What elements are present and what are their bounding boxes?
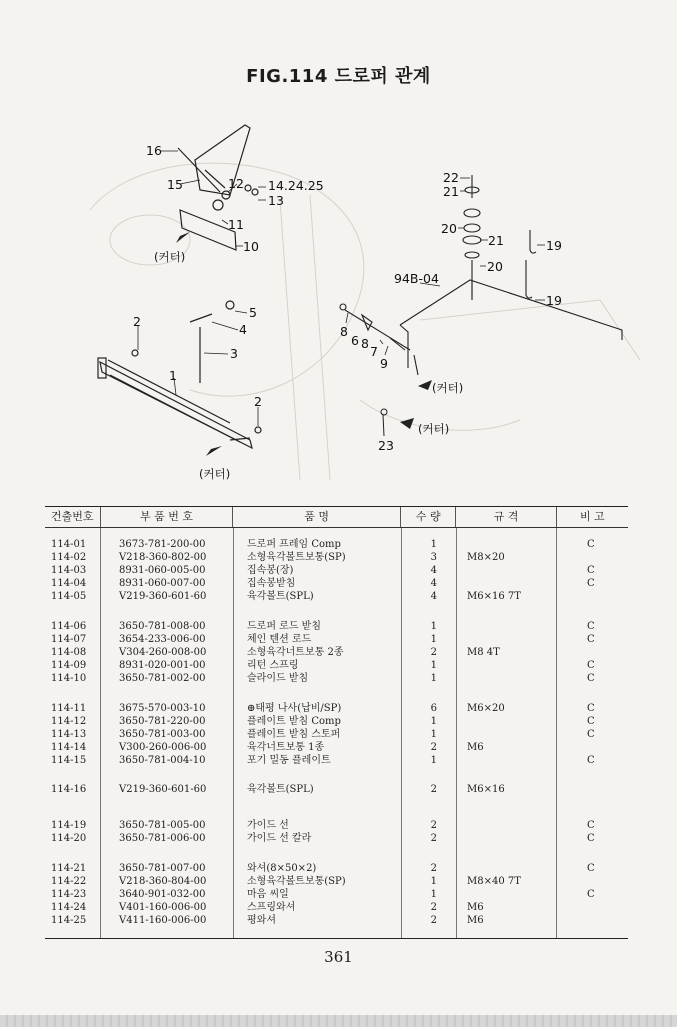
cell-remark: C [587,833,595,844]
table-row [45,783,628,796]
table-row [45,577,628,590]
cell-qty: 2 [430,820,437,831]
cell-name: 리턴 스프링 [247,660,299,671]
cell-part: V304-260-008-00 [119,647,207,658]
table-row [45,901,628,914]
cell-part: 3650-781-007-00 [119,863,206,874]
cell-name: 체인 텐션 로드 [247,634,312,645]
callout-21b: 21 [488,233,504,248]
cell-no: 114-20 [51,833,87,844]
cell-no: 114-12 [51,716,87,727]
callout-8a: 8 [340,324,348,339]
cell-no: 114-25 [51,915,87,926]
table-row [45,633,628,646]
callout-21a: 21 [443,184,459,199]
table-row [45,564,628,577]
cell-remark: C [587,755,595,766]
cell-remark: C [587,660,595,671]
cutter-label-3: (커터) [432,381,464,395]
cell-name: 육각너트보통 1종 [247,742,325,753]
cell-part: V219-360-601-60 [119,591,207,602]
cell-spec: M8×20 [467,552,505,563]
arrow-icon [400,418,414,429]
cell-no: 114-07 [51,634,87,645]
scan-edge [0,1015,677,1027]
callout-9: 9 [380,356,388,371]
cutter-label-4: (커터) [418,422,450,436]
callout-23: 23 [378,438,394,453]
table-row [45,715,628,728]
cell-part: V218-360-804-00 [119,876,207,887]
callout-5: 5 [249,305,257,320]
cell-no: 114-02 [51,552,87,563]
cell-part: V219-360-601-60 [119,784,207,795]
cell-remark: C [587,673,595,684]
cell-no: 114-14 [51,742,87,753]
cell-spec: M6×16 7T [467,591,521,602]
cell-part: 3673-781-200-00 [119,539,206,550]
cell-remark: C [587,634,595,645]
cell-part: 3650-781-006-00 [119,833,206,844]
cell-remark: C [587,539,595,550]
cell-name: 플레이트 받침 Comp [247,716,341,727]
cell-name: 스프링와셔 [247,902,296,913]
cell-part: 8931-060-005-00 [119,565,206,576]
callout-15: 15 [167,177,183,192]
cell-no: 114-09 [51,660,87,671]
exploded-parts-diagram [0,100,677,490]
cell-part: 3650-781-003-00 [119,729,206,740]
table-row [45,914,628,927]
cell-qty: 1 [430,889,437,900]
cell-part: V411-160-006-00 [119,915,207,926]
header-qty: 수 량 [401,507,457,527]
cell-part: 8931-020-001-00 [119,660,206,671]
cell-name: ⊕태평 나사(납비/SP) [247,703,342,714]
table-row [45,888,628,901]
cell-name: 소형육각볼트보통(SP) [247,552,346,563]
table-row [45,702,628,715]
table-row [45,538,628,551]
cell-qty: 1 [430,716,437,727]
cell-no: 114-19 [51,820,87,831]
table-row [45,862,628,875]
callout-13: 13 [268,193,284,208]
callout-6: 6 [351,333,359,348]
cell-qty: 1 [430,729,437,740]
arrow-icon [418,380,432,390]
cutter-label-1: (커터) [154,250,186,264]
table-row [45,646,628,659]
table-row [45,551,628,564]
cell-name: 육각볼트(SPL) [247,784,314,795]
arrow-icon [206,446,222,456]
callout-20a: 20 [441,221,457,236]
callout-19a: 19 [546,238,562,253]
cell-no: 114-05 [51,591,87,602]
cell-spec: M6 [467,902,484,913]
cell-part: 3650-781-220-00 [119,716,206,727]
header-item-no: 건출번호 [45,507,101,527]
cell-name: 집속봉받침 [247,578,296,589]
callout-4: 4 [239,322,247,337]
table-row [45,590,628,603]
cell-name: 집속봉(장) [247,565,294,576]
table-row [45,741,628,754]
cell-name: 드로퍼 로드 받침 [247,621,321,632]
cell-name: 슬라이드 받침 [247,673,309,684]
callout-2a: 2 [133,314,141,329]
cell-name: 마음 씨일 [247,889,289,900]
cell-name: 소형육각너트보통 2종 [247,647,344,658]
cell-part: V218-360-802-00 [119,552,207,563]
callout-11: 11 [228,217,244,232]
callout-16: 16 [146,143,162,158]
cell-no: 114-10 [51,673,87,684]
callout-3: 3 [230,346,238,361]
cell-qty: 6 [430,703,437,714]
cell-remark: C [587,729,595,740]
table-row [45,819,628,832]
cell-qty: 3 [430,552,437,563]
cell-spec: M8×40 7T [467,876,521,887]
cell-no: 114-11 [51,703,87,714]
callout-10: 10 [243,239,259,254]
cell-qty: 1 [430,755,437,766]
cell-part: 3650-781-004-10 [119,755,206,766]
cell-part: V300-260-006-00 [119,742,207,753]
cell-name: 드로퍼 프레임 Comp [247,539,341,550]
callout-7: 7 [370,344,378,359]
cell-qty: 4 [430,565,437,576]
cell-no: 114-03 [51,565,87,576]
callout-8b: 8 [361,336,369,351]
header-spec: 규 격 [456,507,556,527]
cell-part: V401-160-006-00 [119,902,207,913]
cell-part: 3675-570-003-10 [119,703,206,714]
cell-no: 114-04 [51,578,87,589]
cell-qty: 2 [430,863,437,874]
cell-no: 114-08 [51,647,87,658]
header-part-no: 부 품 번 호 [101,507,234,527]
cell-qty: 4 [430,578,437,589]
cell-remark: C [587,863,595,874]
cell-qty: 1 [430,660,437,671]
cell-remark: C [587,565,595,576]
cell-spec: M6×20 [467,703,505,714]
cell-qty: 4 [430,591,437,602]
cell-name: 포기 밀동 플레이트 [247,755,331,766]
callout-1: 1 [169,368,177,383]
callout-19b: 19 [546,293,562,308]
cell-qty: 2 [430,833,437,844]
cell-no: 114-16 [51,784,87,795]
cell-name: 평와셔 [247,915,276,926]
table-row [45,672,628,685]
cell-part: 3650-781-008-00 [119,621,206,632]
callout-14-24-25: 14.24.25 [268,178,324,193]
cell-remark: C [587,820,595,831]
table-row [45,620,628,633]
header-name: 품 명 [233,507,401,527]
cell-name: 와셔(8×50×2) [247,863,317,874]
callout-2b: 2 [254,394,262,409]
parts-table [45,506,628,939]
cell-no: 114-21 [51,863,87,874]
cell-name: 소형육각볼트보통(SP) [247,876,346,887]
table-header [45,507,628,528]
header-remark: 비 고 [579,510,605,523]
callout-20b: 20 [487,259,503,274]
cell-qty: 1 [430,621,437,632]
cell-no: 114-23 [51,889,87,900]
table-row [45,659,628,672]
cell-name: 플레이트 받침 스토퍼 [247,729,341,740]
cell-no: 114-22 [51,876,87,887]
cell-no: 114-15 [51,755,87,766]
cell-remark: C [587,578,595,589]
cell-no: 114-13 [51,729,87,740]
cell-qty: 2 [430,915,437,926]
cell-name: 가이드 선 칼라 [247,833,312,844]
cell-qty: 2 [430,902,437,913]
callout-94b-04: 94B-04 [394,271,439,286]
cell-qty: 1 [430,539,437,550]
cell-spec: M8 4T [467,647,500,658]
cell-part: 3650-781-005-00 [119,820,206,831]
cell-spec: M6×16 [467,784,505,795]
cell-part: 8931-060-007-00 [119,578,206,589]
table-row [45,728,628,741]
cell-name: 육각볼트(SPL) [247,591,314,602]
cell-name: 가이드 선 [247,820,289,831]
cell-remark: C [587,621,595,632]
cell-remark: C [587,703,595,714]
table-row [45,832,628,845]
cell-no: 114-06 [51,621,87,632]
cell-qty: 1 [430,673,437,684]
cell-part: 3654-233-006-00 [119,634,206,645]
cell-no: 114-24 [51,902,87,913]
cell-spec: M6 [467,742,484,753]
cell-part: 3650-781-002-00 [119,673,206,684]
table-row [45,875,628,888]
cell-qty: 2 [430,647,437,658]
cell-qty: 1 [430,876,437,887]
cell-qty: 1 [430,634,437,645]
cell-qty: 2 [430,784,437,795]
callout-22: 22 [443,170,459,185]
cell-no: 114-01 [51,539,87,550]
cell-qty: 2 [430,742,437,753]
table-row [45,754,628,767]
page-number: 361 [324,948,353,966]
figure-title: FIG.114 드로퍼 관계 [246,66,431,87]
cutter-label-2: (커터) [199,467,231,481]
arrow-icon [176,232,190,243]
callout-12: 12 [228,176,244,191]
cell-remark: C [587,716,595,727]
cell-spec: M6 [467,915,484,926]
cell-remark: C [587,889,595,900]
cell-part: 3640-901-032-00 [119,889,206,900]
table-body [45,528,628,938]
